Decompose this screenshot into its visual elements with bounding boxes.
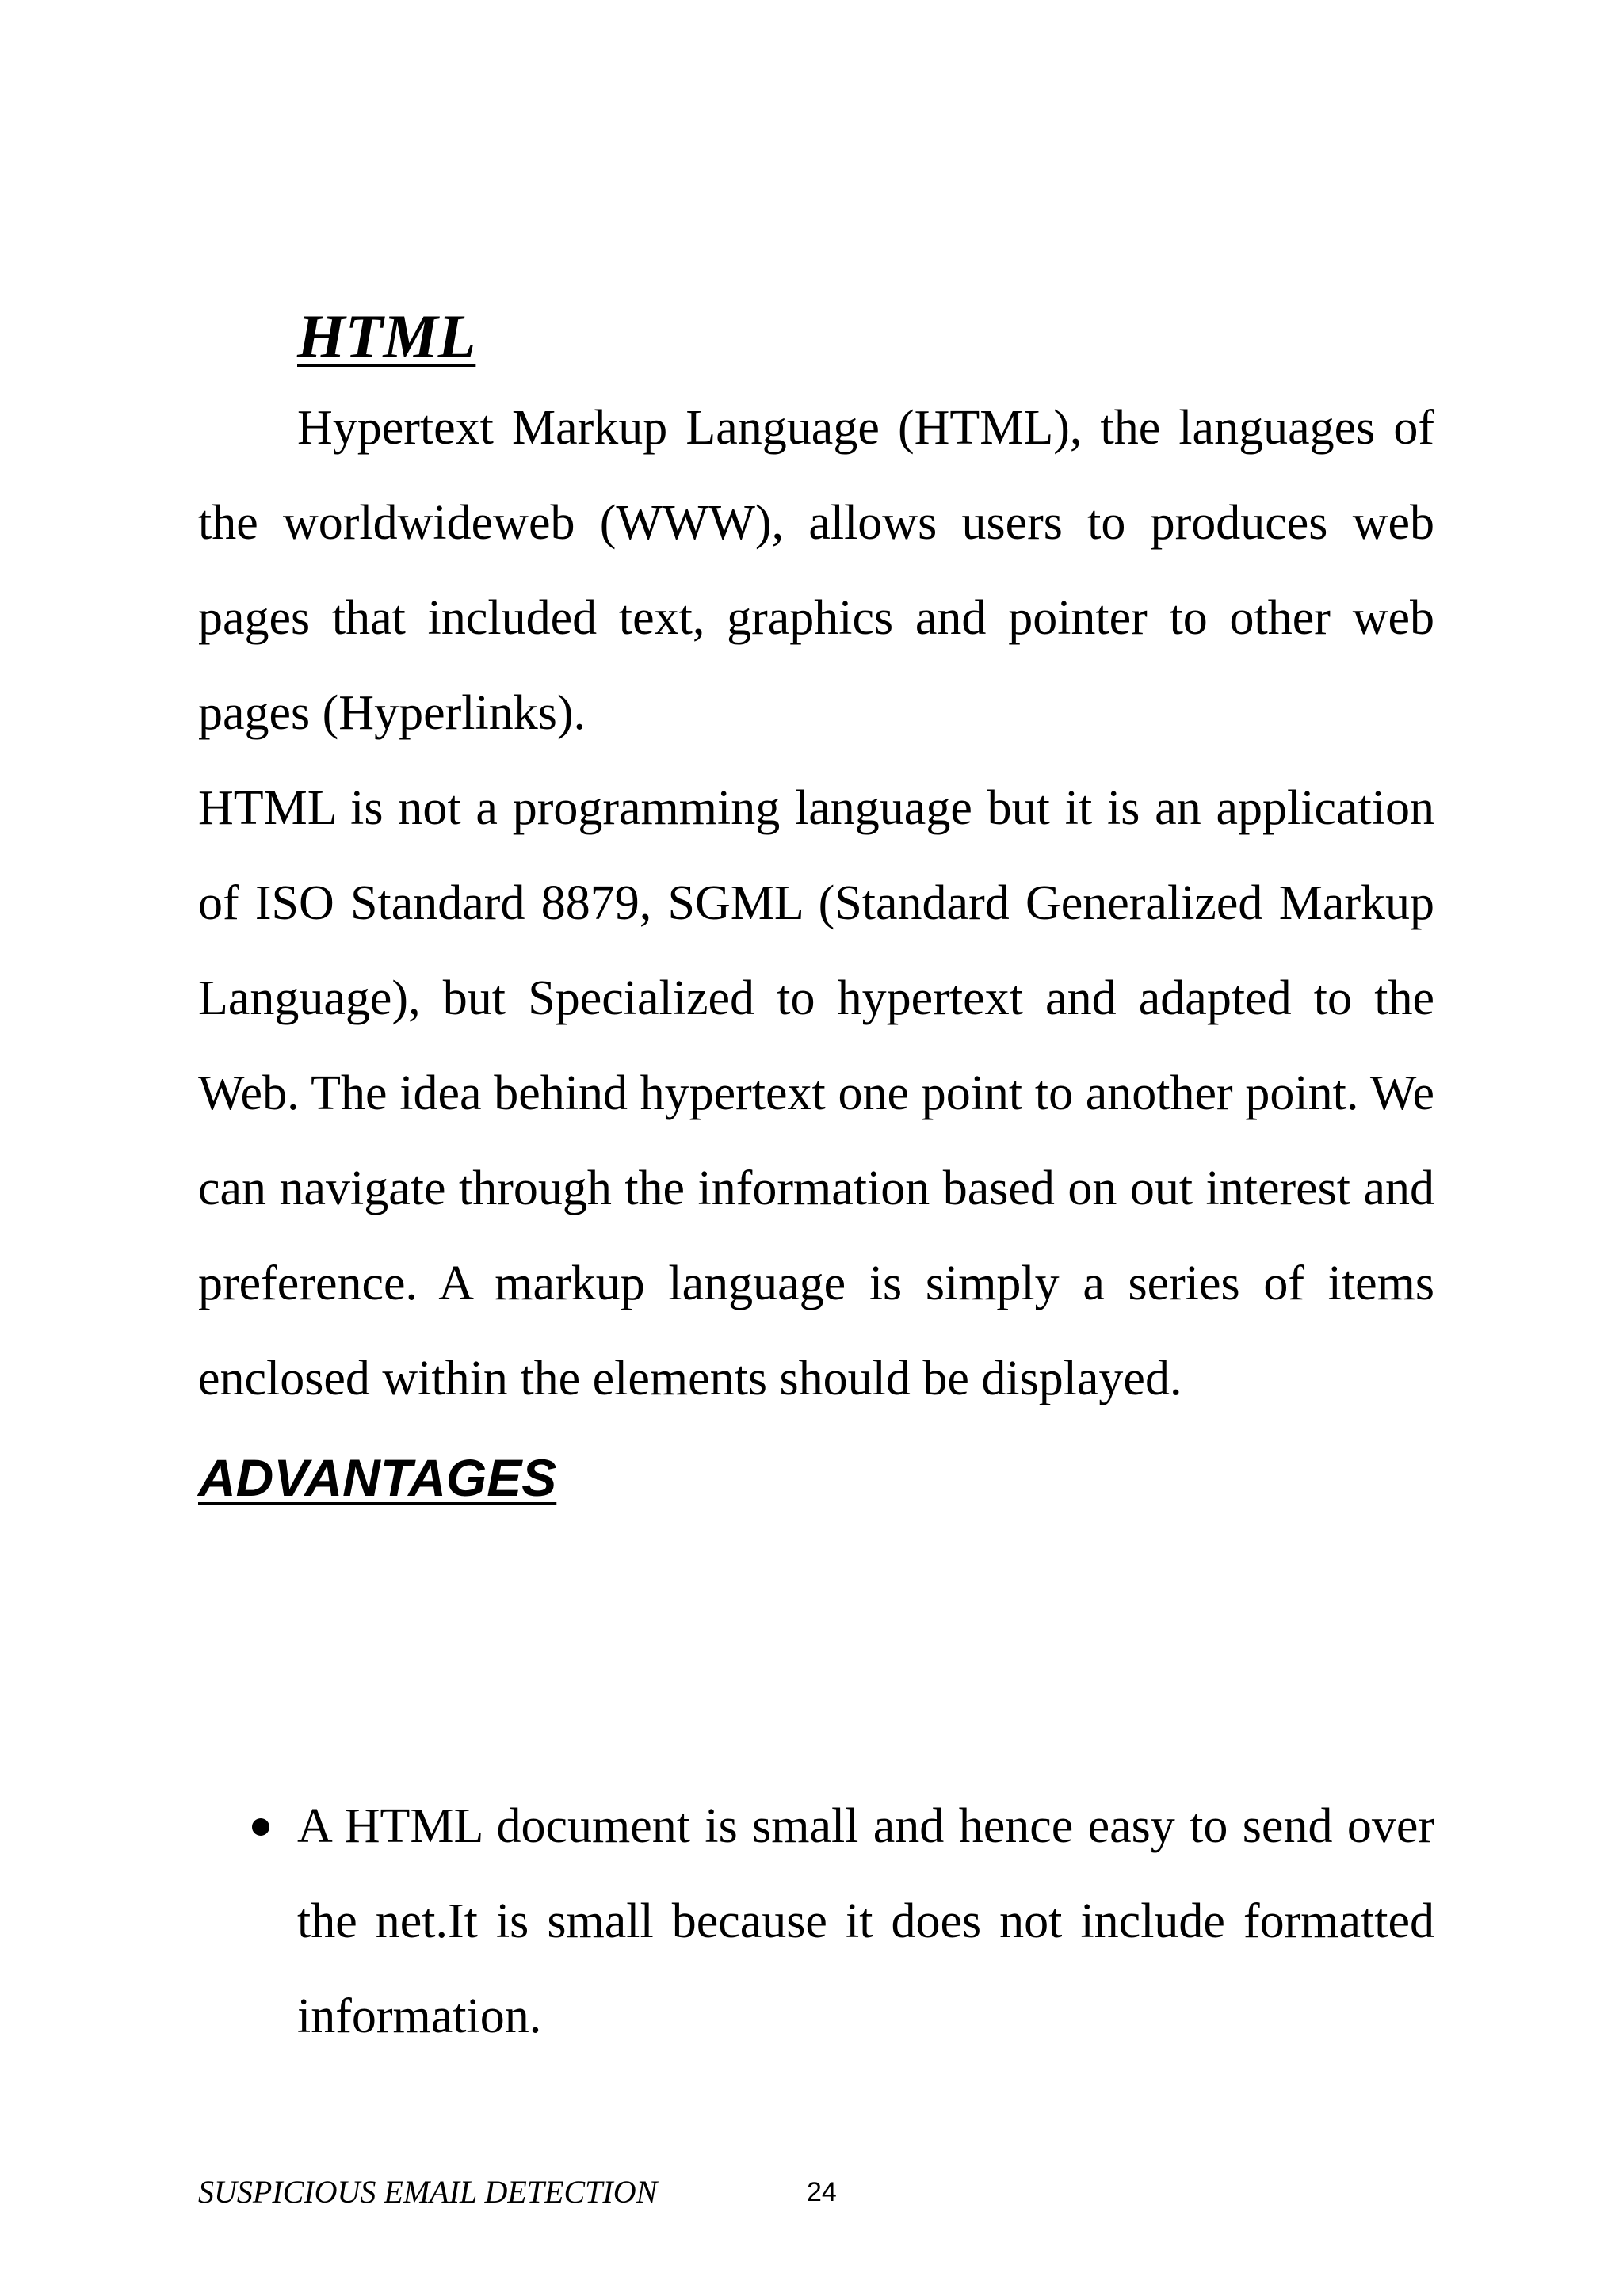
footer-title: SUSPICIOUS EMAIL DETECTION — [198, 2174, 658, 2210]
list-item — [198, 1779, 1434, 2064]
section-heading-advantages: ADVANTAGES — [198, 1448, 557, 1507]
page-footer — [198, 2172, 1434, 2220]
page-number: 24 — [807, 2177, 837, 2207]
section-heading-html: HTML — [297, 302, 476, 371]
paragraph-html-description: HTML is not a programming language but it is an application of ISO Standard 8879, SGML (Standard Generalized Markup Language), but Specialized to hypertext and adapted to the Web. The idea behind hypertext one point to another point. We can navigate through the information based on out interest and preference. A markup language is simply a series of items enclosed within the elements should be displayed. — [198, 781, 1434, 1405]
paragraph-html-intro: Hypertext Markup Language (HTML), the languages of the worldwideweb (WWW), allows users to produces web pages that included text, graphics and pointer to other web pages (Hyperlinks). — [198, 401, 1434, 740]
bullet-icon — [252, 1818, 269, 1836]
list-item-text: A HTML document is small and hence easy to send over the net.It is small because it does not include formatted information. — [297, 1799, 1434, 2043]
advantages-list — [198, 1779, 1434, 2064]
page-body — [198, 293, 1434, 1521]
